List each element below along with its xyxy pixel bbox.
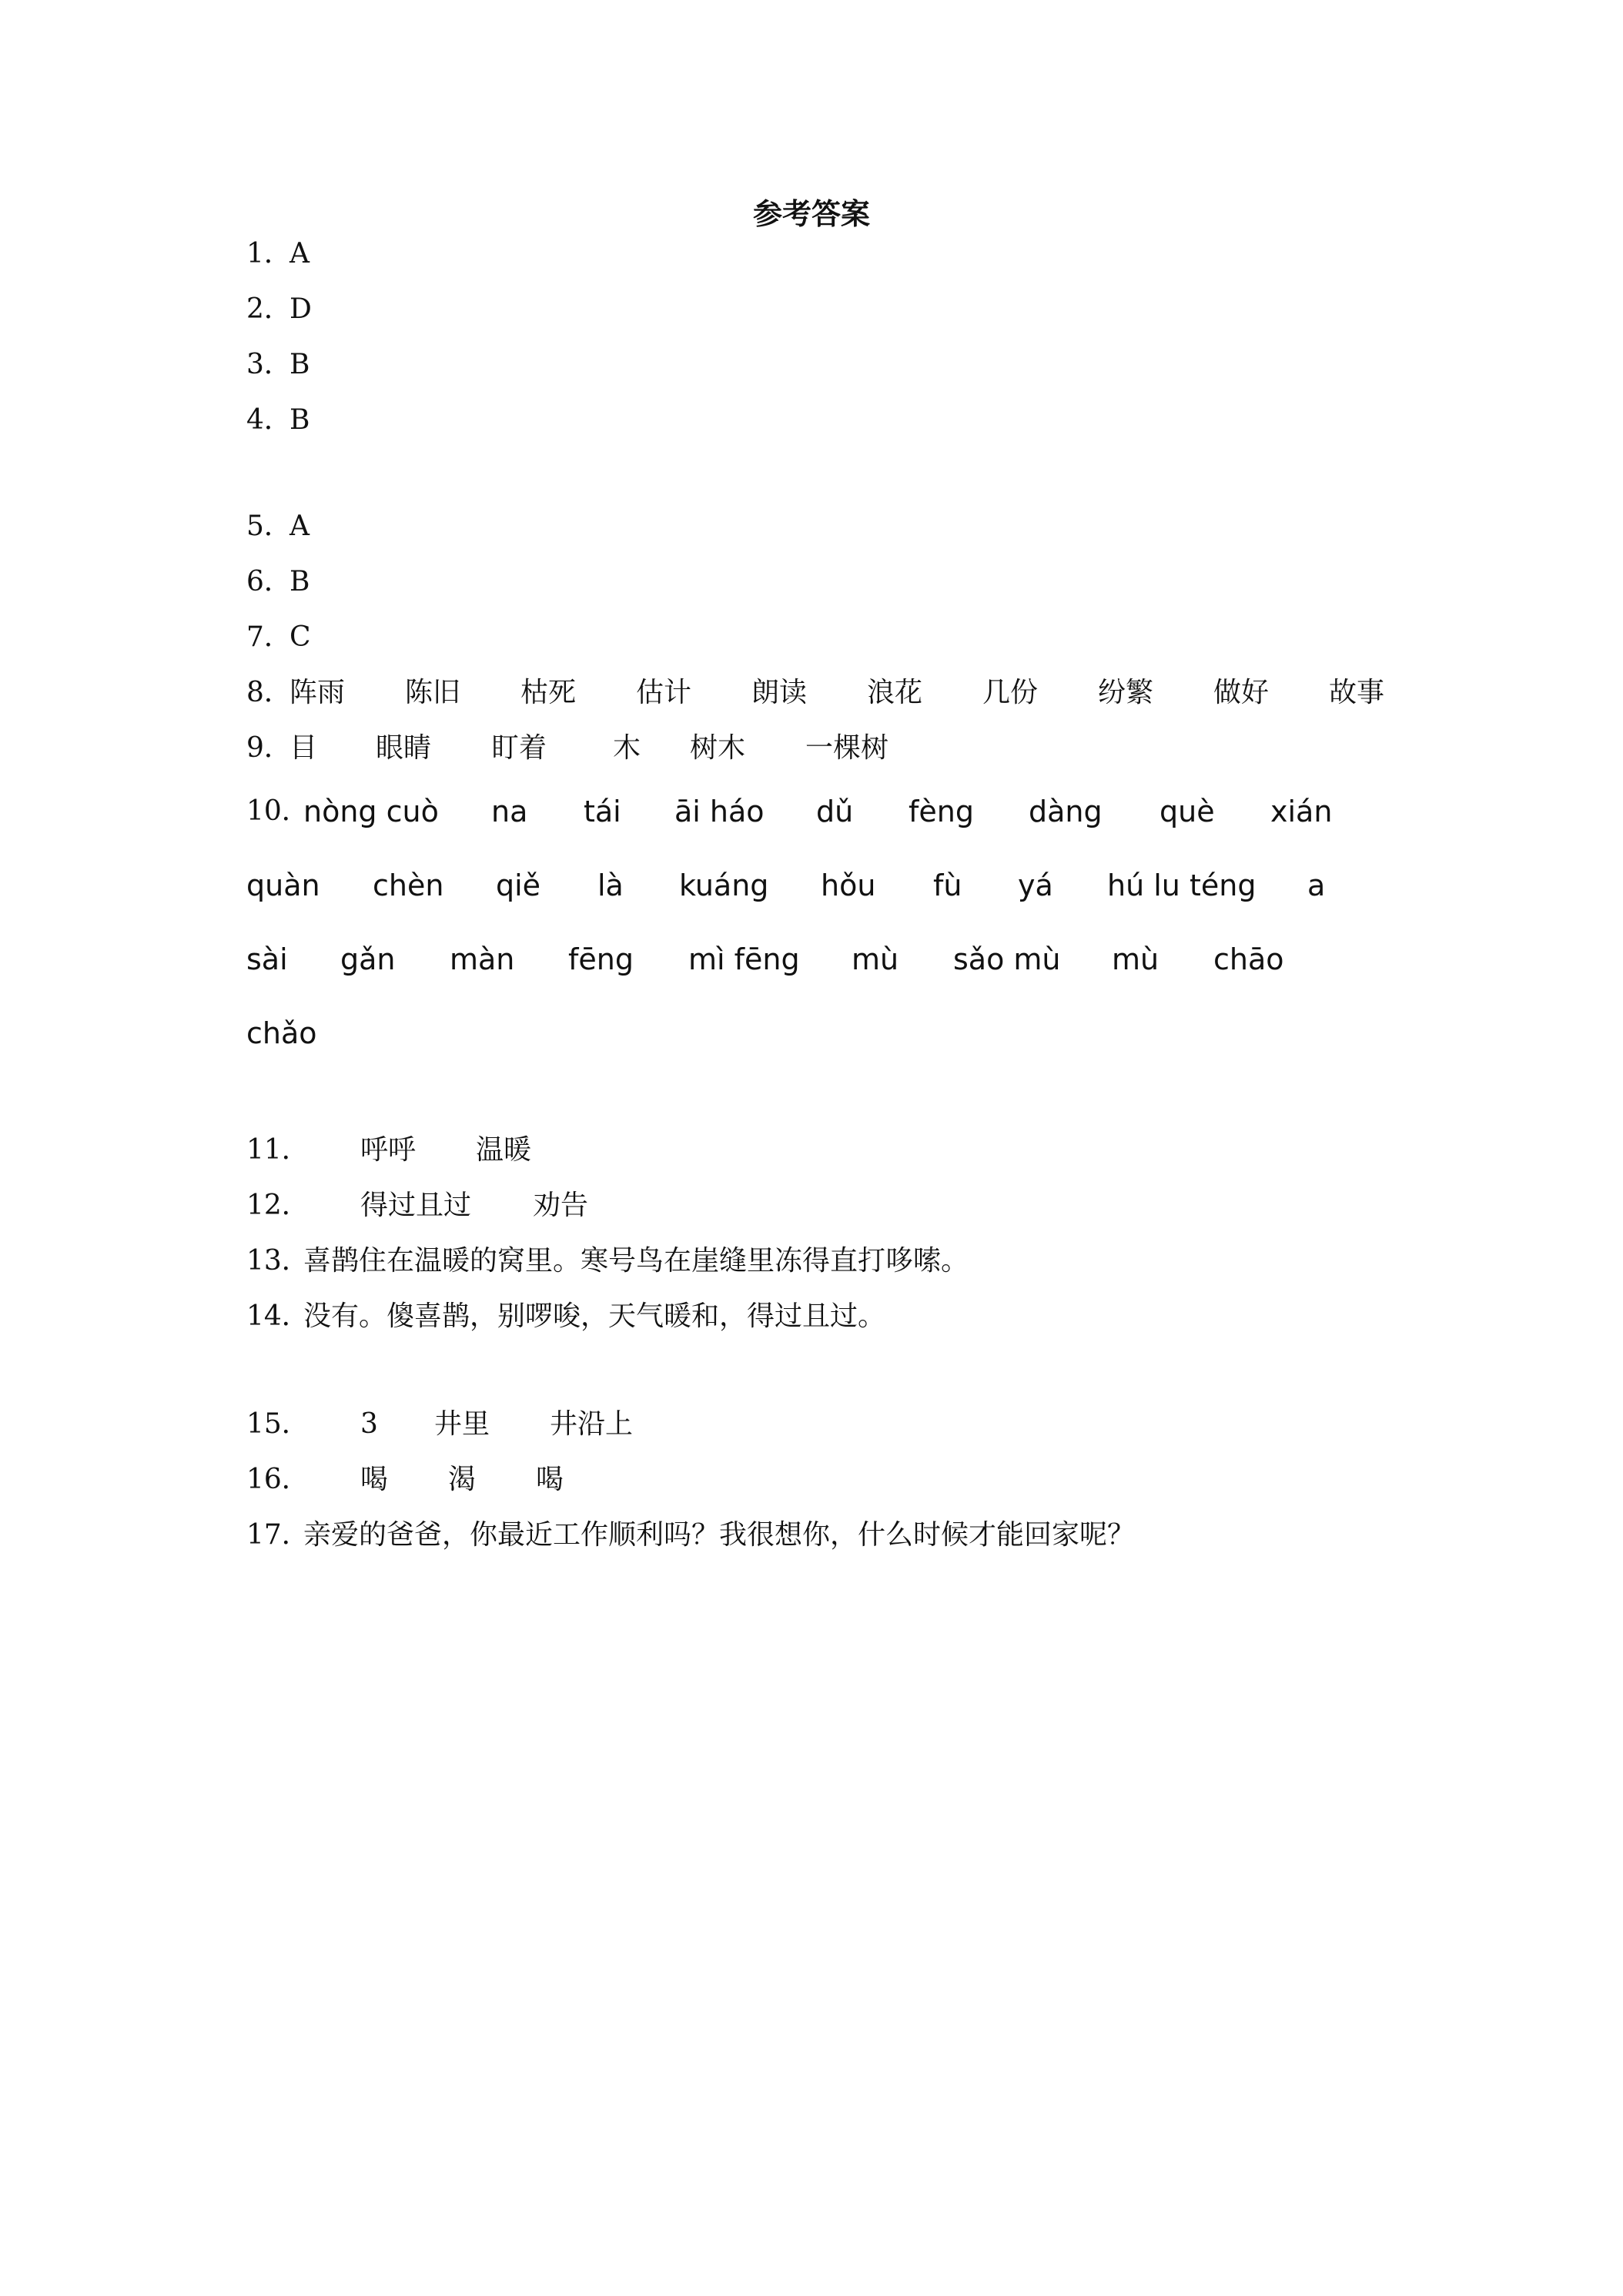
answer-word: 做好: [1213, 677, 1270, 708]
answer-word: 树木: [690, 732, 746, 764]
pinyin-item: mù: [1112, 942, 1160, 976]
answer-number: 3．: [246, 349, 292, 380]
pinyin-item: na: [491, 795, 528, 828]
pinyin-item: chǎo: [246, 1016, 317, 1050]
answer-text: A: [289, 510, 310, 542]
answer-number: 6．: [246, 566, 292, 597]
pinyin-item: xián: [1270, 795, 1333, 828]
answer-text: A: [289, 238, 310, 269]
pinyin-item: dàng: [1029, 795, 1103, 828]
answer-number: 17．: [246, 1519, 310, 1551]
answer-word: 眼睛: [376, 732, 432, 764]
pinyin-item: sǎo mù: [953, 942, 1061, 976]
pinyin-item: nòng cuò: [303, 795, 439, 828]
pinyin-item: dǔ: [816, 795, 854, 828]
answer-text: C: [289, 621, 311, 653]
answer-number: 16．: [246, 1464, 310, 1495]
pinyin-item: a: [1307, 869, 1326, 902]
pinyin-item: fèng: [909, 795, 974, 828]
pinyin-item: hǒu: [821, 869, 876, 902]
answer-word: 木: [613, 732, 641, 764]
pinyin-item: mù: [852, 942, 899, 976]
answer-word: 喝: [360, 1464, 389, 1495]
pinyin-item: āi háo: [674, 795, 765, 828]
answer-number: 4．: [246, 404, 292, 436]
answer-number: 7．: [246, 621, 292, 653]
answer-number: 11．: [246, 1134, 310, 1166]
answer-text: 亲爱的爸爸，你最近工作顺利吗？我很想你，什么时候才能回家呢？: [303, 1519, 1136, 1551]
answer-word: 估计: [636, 677, 692, 708]
pinyin-item: fù: [933, 869, 962, 902]
pinyin-item: què: [1160, 795, 1215, 828]
answer-word: 一棵树: [805, 732, 889, 764]
answer-number: 14．: [246, 1300, 310, 1332]
answer-text: 喜鹊住在温暖的窝里。寒号鸟在崖缝里冻得直打哆嗦。: [303, 1245, 969, 1277]
answer-text: B: [289, 404, 310, 436]
answer-word: 井沿上: [550, 1408, 634, 1440]
pinyin-item: hú lu téng: [1107, 869, 1257, 902]
answer-word: 3: [360, 1408, 378, 1440]
pinyin-item: chèn: [373, 869, 444, 902]
pinyin-item: fēng: [568, 942, 634, 976]
pinyin-item: màn: [450, 942, 515, 976]
answer-word: 井里: [434, 1408, 490, 1440]
answer-word: 呼呼: [360, 1134, 417, 1166]
pinyin-item: gǎn: [340, 942, 396, 976]
answer-word: 温暖: [476, 1134, 532, 1166]
pinyin-item: kuáng: [679, 869, 769, 902]
answer-word: 盯着: [491, 732, 547, 764]
answer-word: 喝: [536, 1464, 564, 1495]
answer-text: B: [289, 349, 310, 380]
pinyin-item: tái: [584, 795, 621, 828]
answer-word: 陈旧: [405, 677, 461, 708]
answer-word: 几份: [982, 677, 1039, 708]
answer-word: 浪花: [867, 677, 923, 708]
pinyin-item: quàn: [246, 869, 320, 902]
pinyin-item: chāo: [1213, 942, 1284, 976]
pinyin-item: qiě: [496, 869, 541, 902]
answer-number: 9．: [246, 732, 292, 764]
answer-word: 纷繁: [1098, 677, 1154, 708]
page-title: 参考答案: [752, 196, 870, 231]
answer-text: B: [289, 566, 310, 597]
answer-word: 枯死: [520, 677, 577, 708]
answer-number: 2．: [246, 293, 292, 325]
answer-text: D: [289, 293, 312, 325]
answer-number: 10．: [246, 795, 310, 827]
answer-number: 8．: [246, 677, 292, 708]
pinyin-item: mì fēng: [688, 942, 800, 976]
answer-number: 5．: [246, 510, 292, 542]
pinyin-item: yá: [1018, 869, 1053, 902]
answer-word: 故事: [1329, 677, 1385, 708]
answer-number: 15．: [246, 1408, 310, 1440]
answer-number: 1．: [246, 238, 292, 269]
answer-text: 没有。傻喜鹊，别啰唆，天气暖和，得过且过。: [303, 1300, 886, 1332]
answer-word: 劝告: [533, 1190, 589, 1221]
answer-word: 阵雨: [289, 677, 346, 708]
pinyin-item: là: [597, 869, 624, 902]
pinyin-item: sài: [246, 942, 288, 976]
answer-word: 得过且过: [360, 1190, 472, 1221]
answer-word: 渴: [448, 1464, 477, 1495]
answer-number: 12．: [246, 1190, 310, 1221]
answer-word: 朗读: [751, 677, 808, 708]
answer-word: 目: [289, 732, 318, 764]
answer-number: 13．: [246, 1245, 310, 1277]
